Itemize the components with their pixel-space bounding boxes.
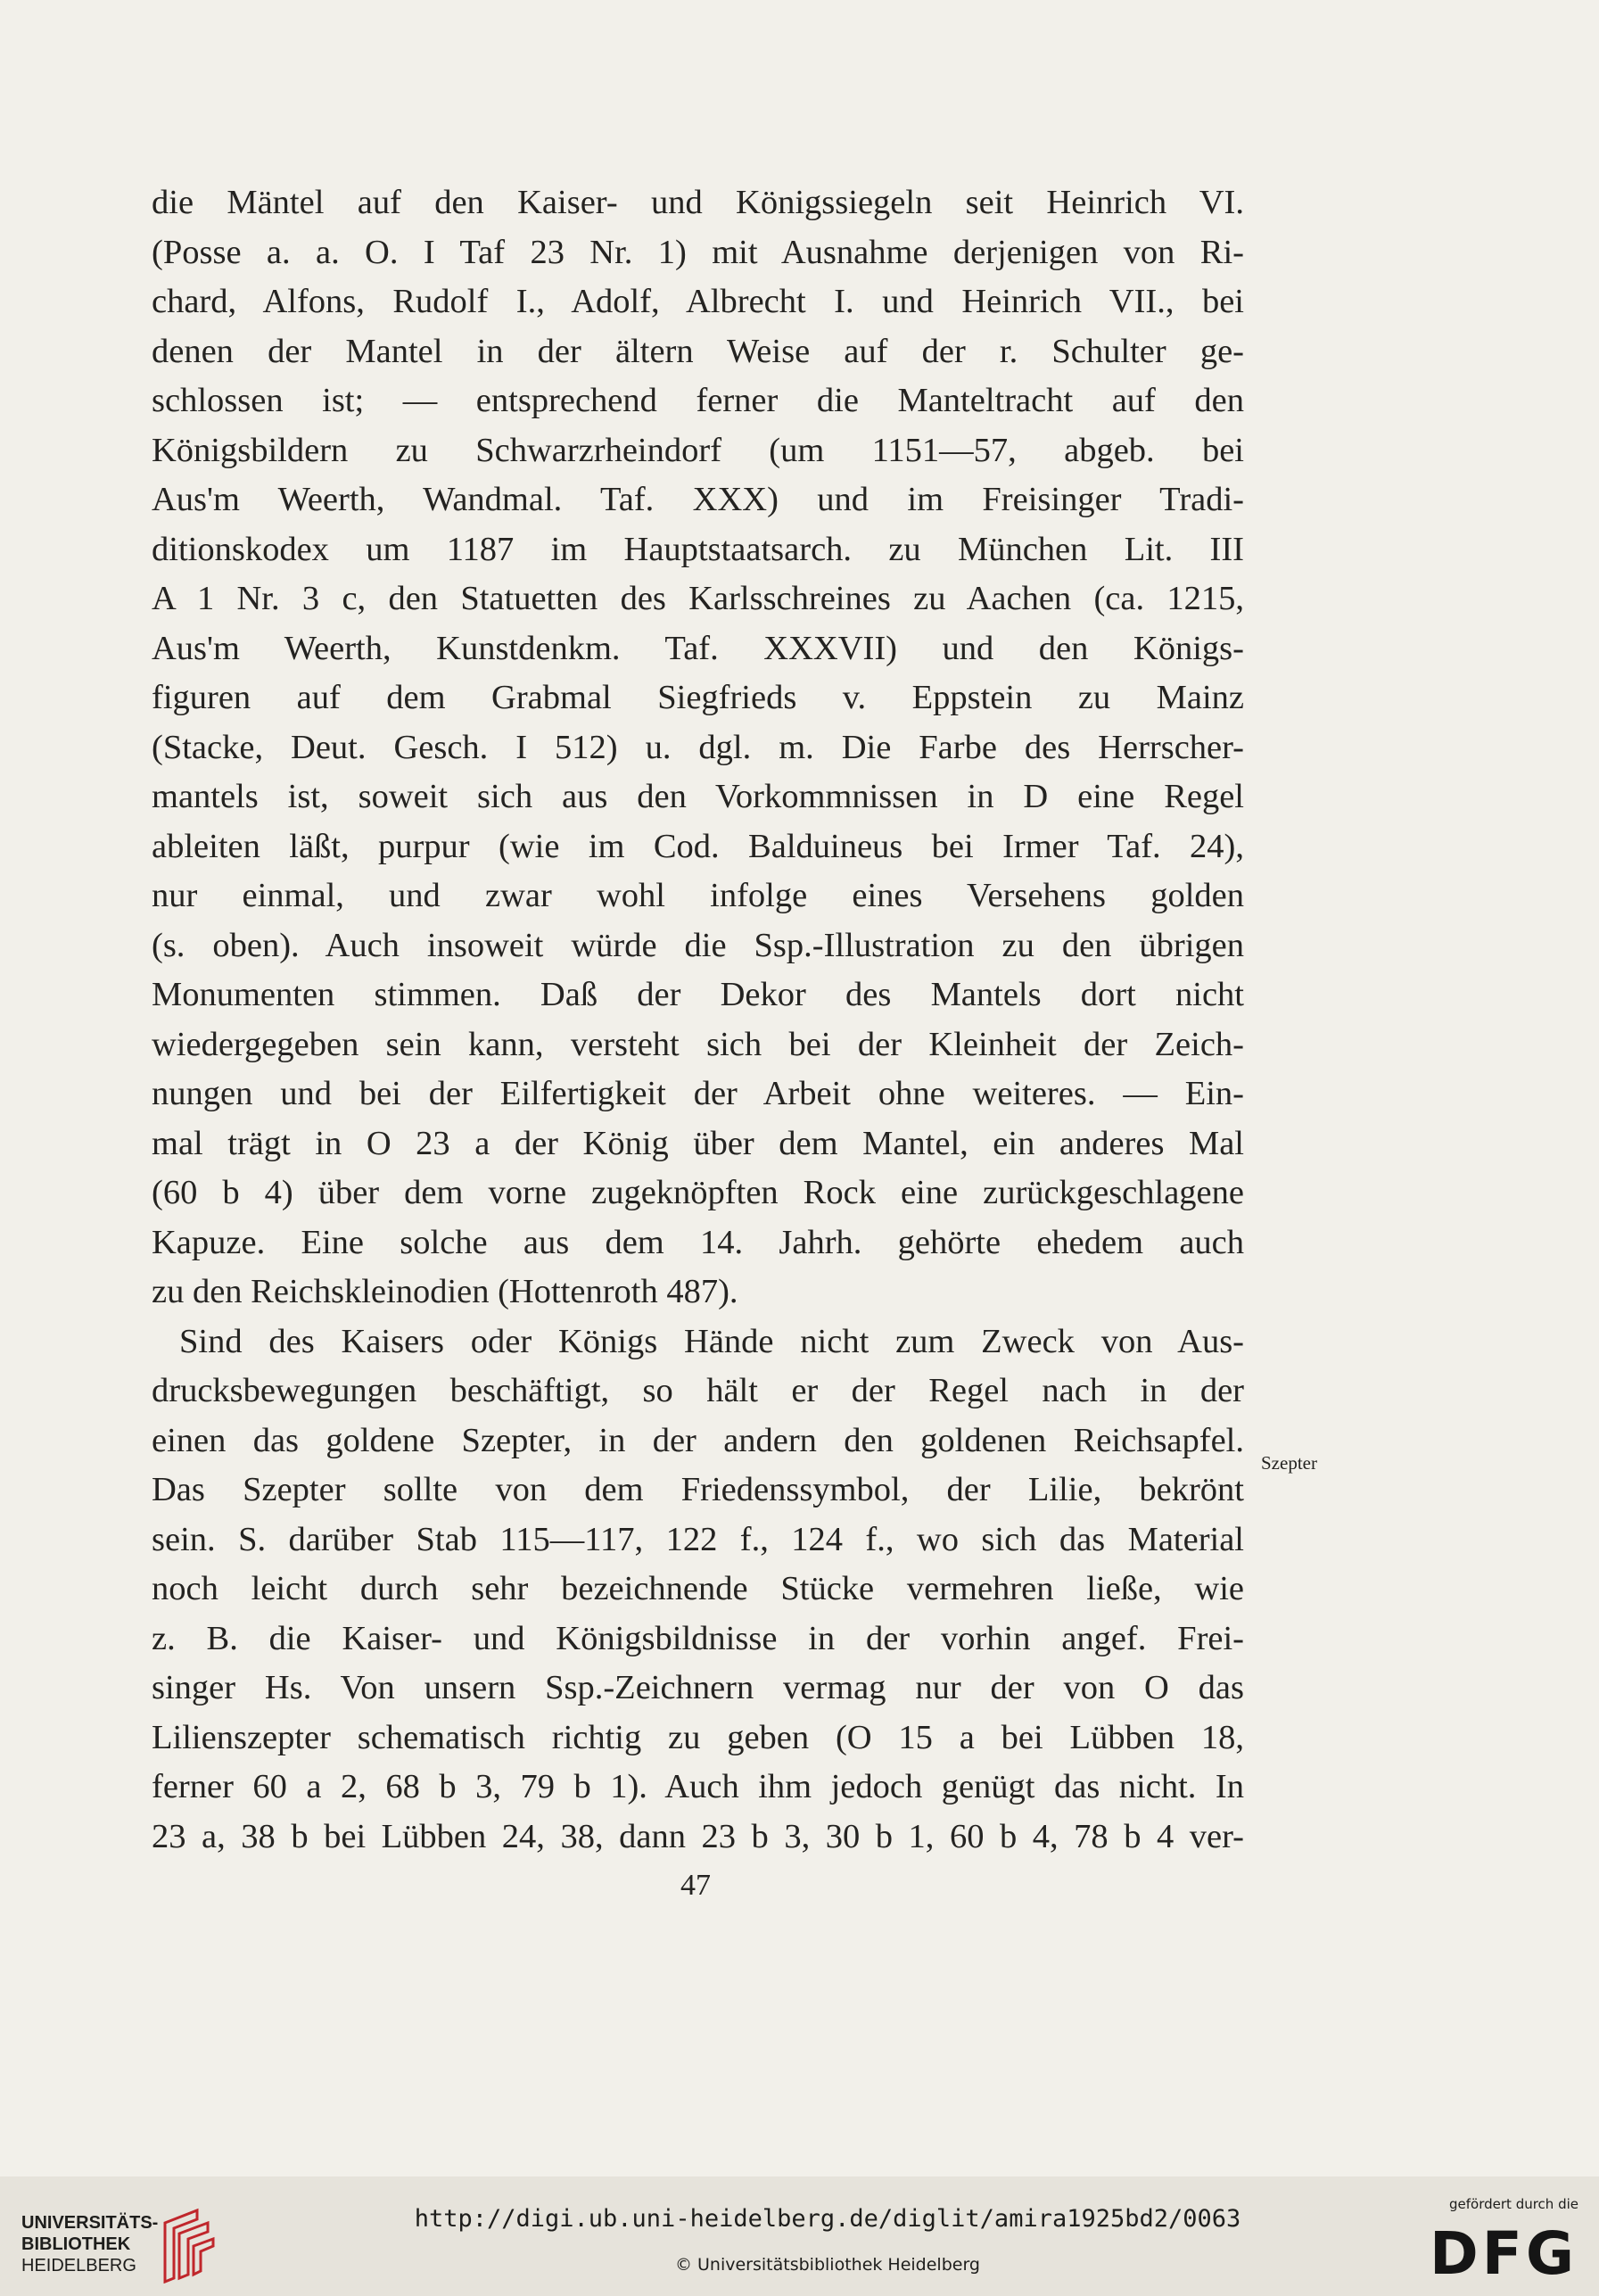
text-line: singer Hs. Von unsern Ssp.-Zeichnern vermag nur der von O das — [152, 1669, 1244, 1706]
footer-bar — [0, 2176, 1599, 2296]
page-number: 47 — [680, 1869, 711, 1902]
body-text — [152, 178, 1244, 1862]
library-name-line2: BIBLIOTHEK — [21, 2234, 131, 2254]
text-line: figuren auf dem Grabmal Siegfrieds v. Eppstein zu Mainz — [152, 679, 1244, 716]
library-name-line1: UNIVERSITÄTS- — [21, 2213, 159, 2233]
text-line: (Stacke, Deut. Gesch. I 512) u. dgl. m. Die Farbe des Herrscher- — [152, 728, 1244, 766]
text-line: z. B. die Kaiser- und Königsbildnisse in der vorhin angef. Frei- — [152, 1619, 1244, 1657]
text-line: wiedergegeben sein kann, versteht sich bei der Kleinheit der Zeich- — [152, 1025, 1244, 1063]
text-line: Königsbildern zu Schwarzrheindorf (um 1151—57, abgeb. bei — [152, 431, 1244, 469]
text-line: ditionskodex um 1187 im Hauptstaatsarch. zu München Lit. III — [152, 530, 1244, 568]
permalink-url[interactable]: http://digi.ub.uni-heidelberg.de/diglit/amira1925bd2/0063 — [414, 2205, 1241, 2233]
text-line: mal trägt in O 23 a der König über dem Mantel, ein anderes Mal — [152, 1124, 1244, 1162]
text-line: einen das goldene Szepter, in der andern den goldenen Reichsapfel. — [152, 1421, 1244, 1459]
text-line: nungen und bei der Eilfertigkeit der Arbeit ohne weiteres. — Ein- — [152, 1075, 1244, 1112]
text-line: Lilienszepter schematisch richtig zu geben (O 15 a bei Lübben 18, — [152, 1718, 1244, 1756]
text-line: 23 a, 38 b bei Lübben 24, 38, dann 23 b 3, 30 b 1, 60 b 4, 78 b 4 ver- — [152, 1817, 1244, 1855]
margin-note: Szepter — [1261, 1452, 1317, 1474]
text-line: Aus'm Weerth, Wandmal. Taf. XXX) und im Freisinger Tradi- — [152, 481, 1244, 518]
text-line: Sind des Kaisers oder Königs Hände nicht zum Zweck von Aus- — [179, 1322, 1244, 1360]
text-line: zu den Reichskleinodien (Hottenroth 487). — [152, 1273, 738, 1310]
text-line: Aus'm Weerth, Kunstdenkm. Taf. XXXVII) und den Königs- — [152, 629, 1244, 667]
text-line: Das Szepter sollte von dem Friedenssymbol, der Lilie, bekrönt — [152, 1471, 1244, 1508]
text-line: (s. oben). Auch insoweit würde die Ssp.-Illustration zu den übrigen — [152, 926, 1244, 964]
text-line: (60 b 4) über dem vorne zugeknöpften Rock eine zurückgeschlagene — [152, 1174, 1244, 1211]
text-line: schlossen ist; — entsprechend ferner die Manteltracht auf den — [152, 382, 1244, 419]
library-name-line3: HEIDELBERG — [21, 2256, 136, 2275]
text-line: noch leicht durch sehr bezeichnende Stücke vermehren ließe, wie — [152, 1570, 1244, 1607]
text-line: drucksbewegungen beschäftigt, so hält er der Regel nach in der — [152, 1372, 1244, 1409]
copyright-notice: © Universitätsbibliothek Heidelberg — [674, 2255, 980, 2275]
library-emblem-icon — [156, 2207, 218, 2284]
text-line: mantels ist, soweit sich aus den Vorkommnissen in D eine Regel — [152, 778, 1244, 815]
text-line: nur einmal, und zwar wohl infolge eines Versehens golden — [152, 877, 1244, 914]
text-line: A 1 Nr. 3 c, den Statuetten des Karlsschreines zu Aachen (ca. 1215, — [152, 580, 1244, 617]
text-line: Monumenten stimmen. Daß der Dekor des Mantels dort nicht — [152, 976, 1244, 1013]
text-line: (Posse a. a. O. I Taf 23 Nr. 1) mit Ausnahme derjenigen von Ri- — [152, 233, 1244, 271]
text-line: chard, Alfons, Rudolf I., Adolf, Albrecht I. und Heinrich VII., bei — [152, 283, 1244, 320]
dfg-logo[interactable]: DFG — [1429, 2219, 1578, 2288]
text-line: Kapuze. Eine solche aus dem 14. Jahrh. gehörte ehedem auch — [152, 1223, 1244, 1261]
text-line: sein. S. darüber Stab 115—117, 122 f., 124 f., wo sich das Material — [152, 1520, 1244, 1558]
text-line: die Mäntel auf den Kaiser- und Königssiegeln seit Heinrich VI. — [152, 184, 1244, 221]
text-line: ableiten läßt, purpur (wie im Cod. Balduineus bei Irmer Taf. 24), — [152, 827, 1244, 865]
text-line: denen der Mantel in der ältern Weise auf der r. Schulter ge- — [152, 332, 1244, 370]
text-line: ferner 60 a 2, 68 b 3, 79 b 1). Auch ihm jedoch genügt das nicht. In — [152, 1768, 1244, 1805]
funding-label: gefördert durch die — [1449, 2196, 1578, 2212]
